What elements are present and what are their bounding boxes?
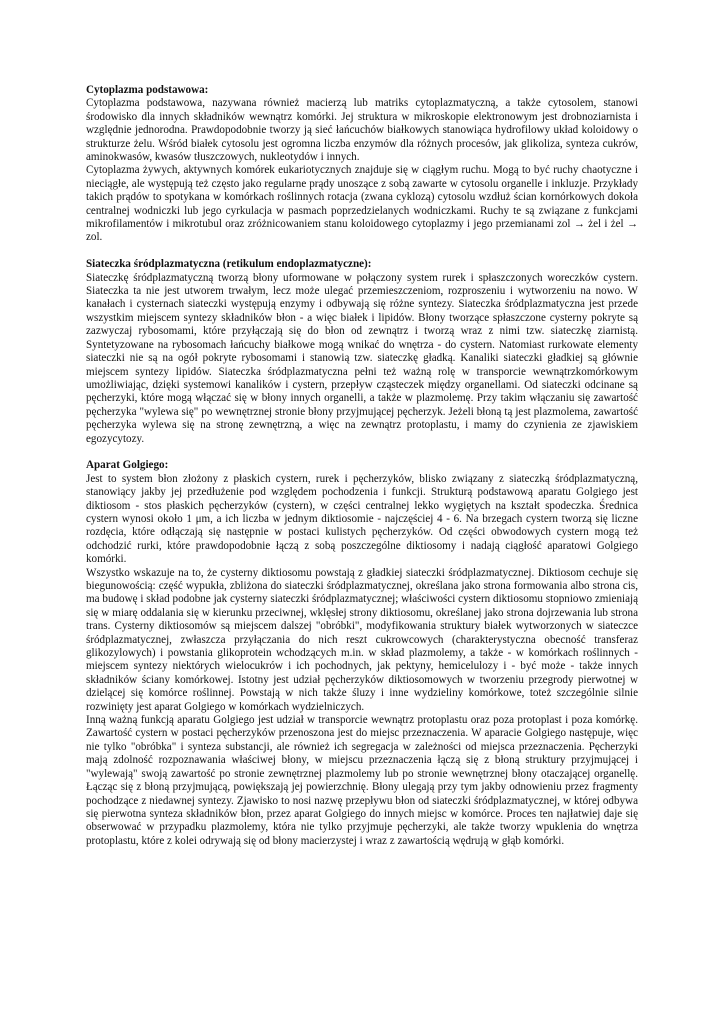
section-heading: Siateczka śródplazmatyczna (retikulum endoplazmatyczne):: [86, 258, 372, 271]
paragraph: Cytoplazma żywych, aktywnych komórek eukariotycznych znajduje się w ciągłym ruchu. Mogą to być ruchy chaotyczne i nieciągłe, ale występują też często jako regularne prądy unoszące z sobą zawarte w cytosolu organelle i inkluzje. Przykłady takich prądów to spotykana w komórkach roślinnych rotacja (zwana cyklozą) cytosolu wzdłuż ścian kornórkowych dokoła centralnej wodniczki lub jego cyrkulacja w pasmach poprzedzielanych wodniczkami. Ruchy te są związane z funkcjami mikrofilamentów i mikrotubul oraz zróżnicowaniem stanu koloidowego cytoplazmy i jego przemianami zol → żel i żel → zol.: [86, 164, 638, 244]
section-heading: Aparat Golgiego:: [86, 459, 169, 472]
paragraph: Cytoplazma podstawowa, nazywana również macierzą lub matriks cytoplazmatyczną, a także cytosolem, stanowi środowisko dla innych składników wewnątrz komórki. Jej struktura w mikroskopie elektronowym jest drobnoziarnista i względnie jednorodna. Prawdopodobnie tworzy ją sieć łańcuchów białkowych stanowiąca hydrofilowy układ koloidowy o strukturze żelu. Wśród białek cytosolu jest ogromna liczba enzymów dla różnych procesów, jak glikoliza, synteza cukrów, aminokwasów, kwasów tłuszczowych, nukleotydów i innych.: [86, 97, 638, 164]
paragraph: Jest to system błon złożony z płaskich cystern, rurek i pęcherzyków, blisko związany z siateczką śródplazmatyczną, stanowiący jakby jej przedłużenie pod względem pochodzenia i funkcji. Strukturą podstawową aparatu Golgiego jest diktiosom - stos płaskich pęcherzyków (cystern), w części centralnej lekko wygiętych na kształt spodeczka. Średnica cystern wynosi około 1 μm, a ich liczba w jednym diktiosomie - najczęściej 4 - 6. Na brzegach cystern tworzą się liczne rozdęcia, które odłączają się następnie w postaci kulistych pęcherzyków. Od części obwodowych cystern mogą też odchodzić rurki, które prawdopodobnie łączą z sobą poszczególne diktiosomy i nadają ciągłość aparatowi Golgiego komórki.: [86, 472, 638, 566]
section-golgi-apparatus: [86, 459, 638, 848]
paragraph: Wszystko wskazuje na to, że cysterny diktiosomu powstają z gładkiej siateczki śródplazmatycznej. Diktiosom cechuje się biegunowością: część wypukła, zbliżona do siateczki śródplazmatycznej, określana jako strona formowania albo strona cis, ma budowę i skład podobne jak cysterny siateczki śródplazmatycznej; właściwości cystern diktiosomu stopniowo zmieniają się w miarę oddalania się w kierunku przeciwnej, wklęsłej strony diktiosomu, określanej jako strona dojrzewania lub strona trans. Cysterny diktiosomów są miejscem dalszej "obróbki", modyfikowania struktury białek wytworzonych w siateczce śródplazmatycznej, zwłaszcza przyłączania do nich reszt cukrowcowych (charakterystyczna obecność transferaz glikozylowych) i powstania glikoprotein wchodzących m.in. w skład plazmolemy, a także - w komórkach roślinnych - miejscem syntezy niektórych wielocukrów i ich pochodnych, jak pektyny, hemicelulozy i - być może - także innych składników ściany komórkowej. Istotny jest udział pęcherzyków diktiosomowych w tworzeniu przegrody pierwotnej w dzielącej się komórce roślinnej. Powstają w nich także śluzy i inne wydzieliny komórkowe, toteż szczególnie silnie rozwinięty jest aparat Golgiego w komórkach wydzielniczych.: [86, 566, 638, 713]
section-heading: Cytoplazma podstawowa:: [86, 84, 209, 96]
section-cytoplasm: [86, 84, 638, 245]
section-endoplasmic-reticulum: [86, 258, 638, 446]
paragraph: Inną ważną funkcją aparatu Golgiego jest udział w transporcie wewnątrz protoplastu oraz poza protoplast i poza komórkę. Zawartość cystern w postaci pęcherzyków przenoszona jest do miejsc przeznaczenia. W aparacie Golgiego następuje, więc nie tylko "obróbka" i synteza substancji, ale również ich segregacja w zależności od miejsca przeznaczenia. Pęcherzyki mają zdolność rozpoznawania właściwej błony, w miejscu przeznaczenia łączą się z błoną struktury przyjmującej i "wylewają" swoją zawartość po stronie zewnętrznej plazmolemy lub po stronie wewnętrznej błony otaczającej organellę. Łącząc się z błoną przyjmującą, powiększają jej powierzchnię. Błony ulegają przy tym jakby odnowieniu przez fragmenty pochodzące z niedawnej syntezy. Zjawisko to nosi nazwę przepływu błon od siateczki śródplazmatycznej, w której odbywa się pierwotna synteza składników błon, przez aparat Golgiego do innych miejsc w komórce. Proces ten najłatwiej daje się obserwować w przypadku plazmolemy, która nie tylko przyjmuje pęcherzyki, ale także tworzy wpuklenia do wnętrza protoplastu, które z kolei odrywają się od błony macierzystej i wraz z zawartością wędrują w głąb komórki.: [86, 714, 638, 847]
paragraph: Siateczkę śródplazmatyczną tworzą błony uformowane w połączony system rurek i spłaszczonych woreczków cystern. Siateczka ta nie jest utworem trwałym, lecz może ulegać przemieszczeniom, rozproszeniu i wytworzeniu na nowo. W kanałach i cysternach siateczki występują enzymy i odbywają się różne syntezy. Siateczka śródplazmatyczna jest przede wszystkim miejscem syntezy składników błon - a więc białek i lipidów. Błony tworzące spłaszczone cysterny pokryte są zazwyczaj rybosomami, które przyłączają się do błon od zewnątrz i tworzą wraz z nimi tzw. siateczkę ziarnistą. Syntetyzowane na rybosomach łańcuchy białkowe mogą wnikać do wnętrza - do cystern. Natomiast rurkowate elementy siateczki nie są na ogół pokryte rybosomami i stanowią tzw. siateczkę gładką. Kanaliki siateczki gładkiej są głównie miejscem syntezy lipidów. Siateczka śródplazmatyczna pełni też ważną rolę w transporcie wewnątrzkomórkowym umożliwiając, dzięki systemowi kanalików i cystern, przepływ cząsteczek między organellami. Od siateczki odcinane są pęcherzyki, które mogą włączać się w błony innych organelli, a także w plazmolemę. Przy takim włączaniu się zawartość pęcherzyka "wylewa się" po wewnętrznej stronie błony przyjmującej pęcherzyk. Jeżeli błoną tą jest plazmolema, zawartość pęcherzyka wylewa się na stronę zewnętrzną, a więc na zewnątrz protoplastu, i mamy do czynienia ze zjawiskiem egozycytozy.: [86, 271, 638, 445]
